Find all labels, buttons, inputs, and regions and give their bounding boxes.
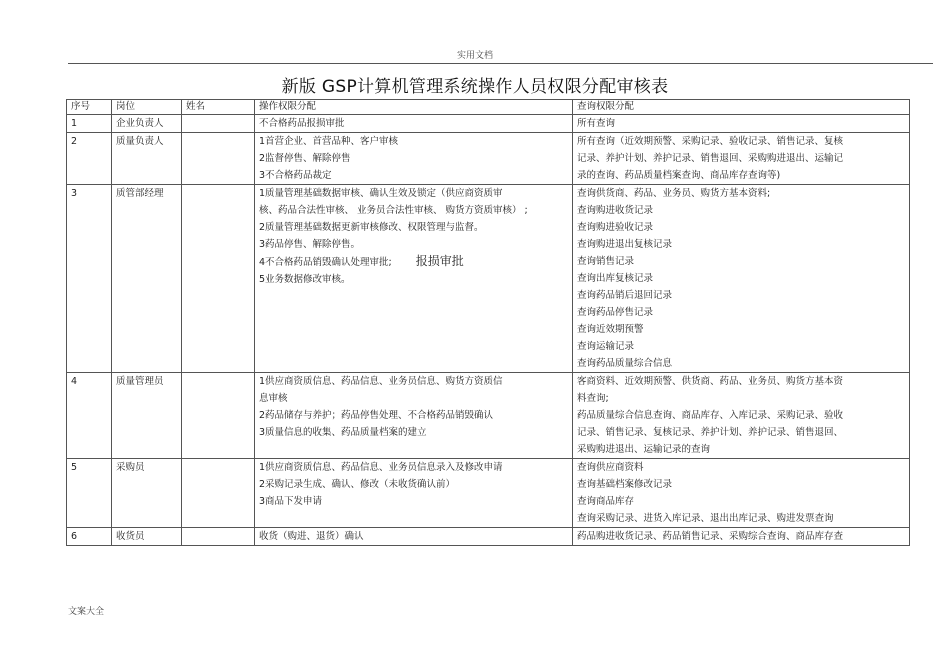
permission-table (66, 99, 910, 546)
row-number-cell: 5 (67, 459, 112, 528)
query-permission-line: 查询销售记录 (577, 256, 635, 267)
operation-permission-cell (255, 528, 573, 546)
query-permission-line: 查询运输记录 (577, 341, 635, 352)
role-cell: 采购员 (112, 459, 182, 528)
operation-permission-line: 3商品下发申请 (259, 496, 323, 507)
operation-permission-cell (255, 115, 573, 133)
query-permission-line: 客商资料、近效期预警、供货商、药品、业务员、购货方基本资 (577, 376, 844, 387)
name-cell (182, 528, 255, 546)
table-row (67, 373, 910, 459)
role-cell: 质量负责人 (112, 133, 182, 185)
row-number-cell: 1 (67, 115, 112, 133)
query-permission-cell (573, 528, 910, 546)
query-permission-line: 查询供货商、药品、业务员、购货方基本资料; (577, 188, 771, 199)
table-header-row (67, 100, 910, 115)
operation-permission-line: 5业务数据修改审核。 (259, 274, 351, 285)
operation-permission-line: 不合格药品报损审批 (259, 118, 345, 129)
role-cell: 质管部经理 (112, 185, 182, 373)
query-permission-line: 记录、销售记录、复核记录、养护计划、养护记录、销售退回、 (577, 427, 844, 438)
loss-approval-note: 报损审批 (415, 254, 464, 268)
query-permission-line: 采购购进退出、运输记录的查询 (577, 444, 711, 455)
query-permission-line: 查询采购记录、进货入库记录、退出出库记录、购进发票查询 (577, 513, 834, 524)
row-number-cell: 4 (67, 373, 112, 459)
page-footer-text: 文案大全 (68, 607, 105, 617)
query-permission-line: 查询药品停售记录 (577, 307, 654, 318)
name-cell (182, 459, 255, 528)
operation-permission-line: 1供应商资质信息、药品信息、业务员信息录入及修改申请 (259, 462, 503, 473)
operation-permission-line: 核、药品合法性审核、 业务员合法性审核、 购货方资质审核） ; (259, 205, 528, 216)
query-permission-cell (573, 115, 910, 133)
column-header-no: 序号 (67, 100, 112, 115)
query-permission-line: 所有查询 (577, 118, 616, 129)
operation-permission-line: 3质量信息的收集、药品质量档案的建立 (259, 427, 427, 438)
query-permission-line: 查询出库复核记录 (577, 273, 654, 284)
query-permission-cell (573, 133, 910, 185)
operation-permission-line: 1供应商资质信息、药品信息、业务员信息、购货方资质信 (259, 376, 503, 387)
name-cell (182, 133, 255, 185)
query-permission-cell (573, 459, 910, 528)
query-permission-line: 查询基础档案修改记录 (577, 479, 673, 490)
role-cell: 质量管理员 (112, 373, 182, 459)
query-permission-line: 药品购进收货记录、药品销售记录、采购综合查询、商品库存查 (577, 531, 844, 542)
query-permission-line: 记录、养护计划、养护记录、销售退回、采购购进退出、运输记 (577, 153, 844, 164)
document-title: 新版 GSP计算机管理系统操作人员权限分配审核表 (281, 77, 669, 97)
operation-permission-cell (255, 185, 573, 373)
query-permission-line: 药品质量综合信息查询、商品库存、入库记录、采购记录、验收 (577, 410, 844, 421)
operation-permission-line: 2监督停售、解除停售 (259, 153, 351, 164)
query-permission-line: 查询购进验收记录 (577, 222, 654, 233)
query-permission-line: 录的查询、药品质量档案查询、商品库存查询等) (577, 170, 781, 181)
operation-permission-cell (255, 373, 573, 459)
operation-permission-line: 2质量管理基础数据更新审核修改、权限管理与监督。 (259, 222, 484, 233)
operation-permission-line: 1首营企业、首营品种、客户审核 (259, 136, 399, 147)
name-cell (182, 373, 255, 459)
table-row (67, 528, 910, 546)
operation-permission-line: 收货（购进、退货）确认 (259, 531, 364, 542)
column-header-ops: 操作权限分配 (255, 100, 573, 115)
name-cell (182, 185, 255, 373)
query-permission-line: 查询购进退出复核记录 (577, 239, 673, 250)
query-permission-cell (573, 373, 910, 459)
operation-permission-line: 3不合格药品裁定 (259, 170, 332, 181)
operation-permission-line: 息审核 (259, 393, 288, 404)
operation-permission-cell (255, 459, 573, 528)
operation-permission-line: 1质量管理基础数据审核、确认生效及锁定（供应商资质审 (259, 188, 503, 199)
row-number-cell: 3 (67, 185, 112, 373)
query-permission-line: 查询近效期预警 (577, 324, 644, 335)
role-cell: 企业负责人 (112, 115, 182, 133)
name-cell (182, 115, 255, 133)
header-divider (68, 63, 933, 64)
operation-permission-line (259, 253, 568, 271)
query-permission-line: 查询商品库存 (577, 496, 635, 507)
query-permission-line: 查询药品销后退回记录 (577, 290, 673, 301)
table-row (67, 185, 910, 373)
query-permission-line: 查询药品质量综合信息 (577, 358, 673, 369)
query-permission-line: 查询购进收货记录 (577, 205, 654, 216)
column-header-name: 姓名 (182, 100, 255, 115)
table-row (67, 115, 910, 133)
role-cell: 收货员 (112, 528, 182, 546)
query-permission-line: 料查询; (577, 393, 609, 404)
row-number-cell: 2 (67, 133, 112, 185)
column-header-role: 岗位 (112, 100, 182, 115)
operation-permission-line: 2采购记录生成、确认、修改（未收货确认前） (259, 479, 456, 490)
operation-permission-cell (255, 133, 573, 185)
table-row (67, 133, 910, 185)
query-permission-line: 所有查询（近效期预警、采购记录、验收记录、销售记录、复核 (577, 136, 844, 147)
row-number-cell: 6 (67, 528, 112, 546)
operation-permission-line: 3药品停售、解除停售。 (259, 239, 361, 250)
operation-permission-line-text: 4不合格药品销毁确认处理审批; (259, 257, 392, 268)
query-permission-cell (573, 185, 910, 373)
page-header-text: 实用文档 (456, 51, 493, 61)
column-header-query: 查询权限分配 (573, 100, 910, 115)
operation-permission-line: 2药品储存与养护；药品停售处理、不合格药品销毁确认 (259, 410, 494, 421)
query-permission-line: 查询供应商资料 (577, 462, 644, 473)
table-row (67, 459, 910, 528)
